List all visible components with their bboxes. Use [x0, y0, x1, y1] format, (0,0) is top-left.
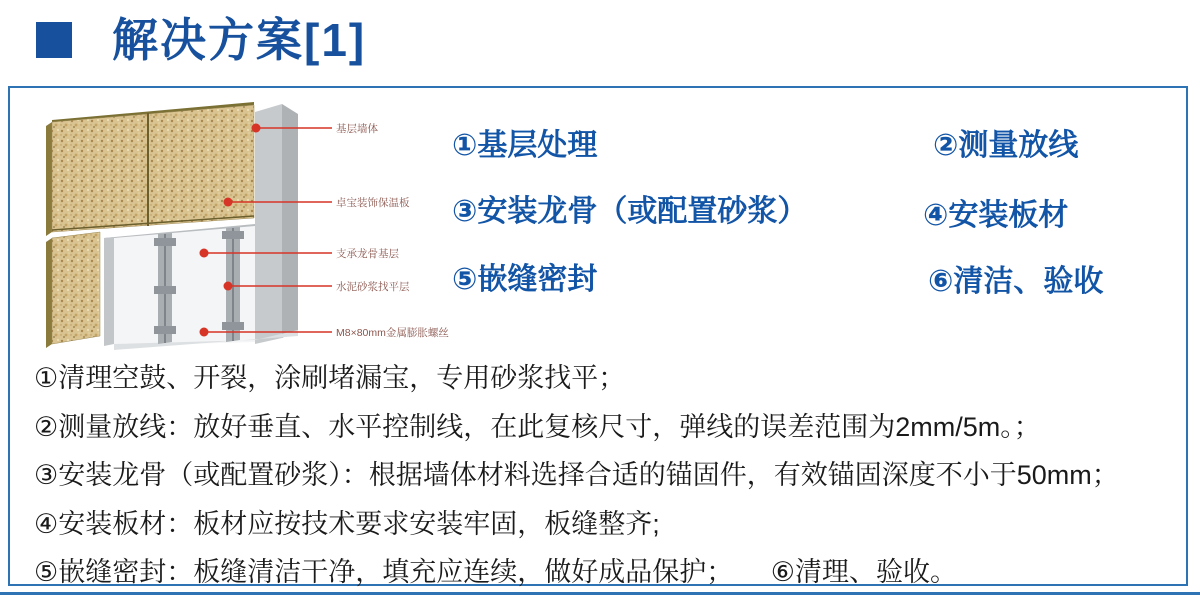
note-line-2: ②测量放线：放好垂直、水平控制线，在此复核尺寸，弹线的误差范围为2mm/5m。；: [34, 411, 1041, 442]
diagram-label: 支承龙骨基层: [336, 248, 399, 260]
marker-dot: [224, 282, 233, 291]
diagram-label: 卓宝装饰保温板: [336, 197, 410, 209]
step-2-label: ②测量放线: [933, 129, 1079, 162]
marker-dot: [224, 198, 233, 207]
wall-assembly-diagram: [30, 98, 454, 358]
step-4-label: ④安装板材: [923, 199, 1069, 232]
note-line-1: ①清理空鼓、开裂，涂刷堵漏宝，专用砂浆找平；: [34, 363, 626, 393]
step-6-label: ⑥清洁、验收: [928, 265, 1104, 298]
step-3-label: ③安装龙骨（或配置砂浆）: [452, 195, 808, 228]
insulation-panel-top: [46, 102, 254, 236]
content-panel: [8, 86, 1188, 586]
diagram-label: M8×80mm金属膨胀螺丝: [336, 327, 449, 339]
marker-dot: [200, 249, 209, 258]
note-line-4: ④安装板材：板材应按技术要求安装牢固，板缝整齐;: [34, 508, 660, 539]
title-bullet-icon: [36, 22, 72, 58]
slide-header: [36, 12, 366, 68]
note-line-3: ③安装龙骨（或配置砂浆）：根据墙体材料选择合适的锚固件，有效锚固深度不小于50mm；: [34, 460, 1119, 490]
diagram-label: 水泥砂浆找平层: [336, 281, 410, 293]
bottom-rule: [0, 592, 1200, 595]
note-line-5-text: ⑤嵌缝密封：板缝清洁干净，填充应连续，做好成品保护；: [34, 557, 734, 587]
insulation-panel-left: [46, 232, 100, 348]
marker-dot: [252, 124, 261, 133]
diagram-label: 基层墙体: [336, 123, 378, 135]
note-line-5-tail: ⑥清理、验收。: [770, 557, 957, 587]
base-wall-column: [255, 104, 298, 344]
notes-list: [34, 354, 1176, 597]
step-1-label: ①基层处理: [452, 129, 598, 162]
marker-dot: [200, 328, 209, 337]
step-5-label: ⑤嵌缝密封: [452, 263, 598, 296]
note-line-5: [34, 548, 1176, 597]
page-title: 解决方案[1]: [112, 14, 367, 66]
